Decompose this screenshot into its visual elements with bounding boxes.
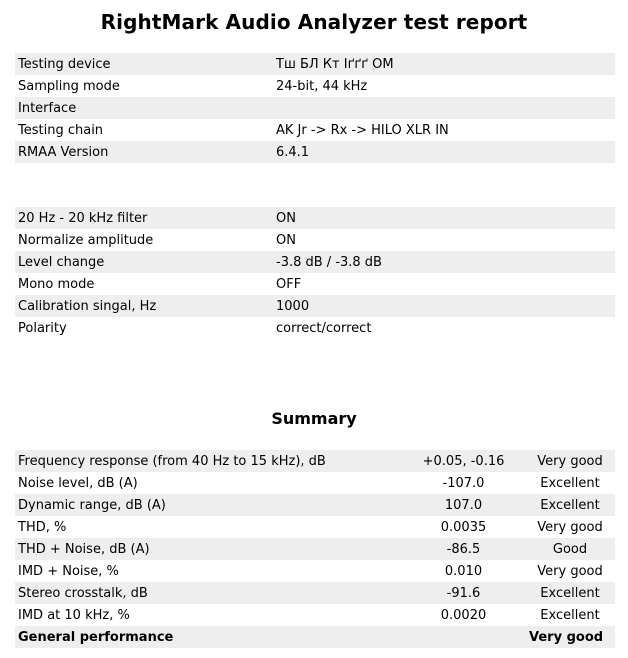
row-value: 0.010 (395, 560, 529, 582)
row-label: Calibration singal, Hz (15, 295, 273, 317)
report-title: RightMark Audio Analyzer test report (100, 10, 528, 34)
table-row (15, 207, 615, 229)
row-label: IMD at 10 kHz, % (15, 604, 395, 626)
row-label: Frequency response (from 40 Hz to 15 kHz), dB (15, 450, 395, 472)
row-value: -86.5 (395, 538, 529, 560)
row-rating: Excellent (529, 494, 615, 516)
row-rating: Very good (529, 626, 615, 648)
row-label: Interface (15, 97, 273, 119)
table-row (15, 97, 615, 119)
table-row (15, 251, 615, 273)
row-value: OFF (273, 273, 615, 295)
table-row (15, 119, 615, 141)
row-value: ON (273, 229, 615, 251)
row-rating: Very good (529, 516, 615, 538)
row-label: Mono mode (15, 273, 273, 295)
row-label: RMAA Version (15, 141, 273, 163)
row-value: 107.0 (395, 494, 529, 516)
row-value: -91.6 (395, 582, 529, 604)
summary-title: Summary (271, 409, 357, 428)
table-row (15, 582, 615, 604)
table-row (15, 494, 615, 516)
row-value: 6.4.1 (273, 141, 615, 163)
table-row (15, 53, 615, 75)
row-label: 20 Hz - 20 kHz filter (15, 207, 273, 229)
table-row (15, 141, 615, 163)
table-row (15, 538, 615, 560)
table-row (15, 516, 615, 538)
row-value: -107.0 (395, 472, 529, 494)
row-value: +0.05, -0.16 (395, 450, 529, 472)
row-label: Sampling mode (15, 75, 273, 97)
row-value: ON (273, 207, 615, 229)
table-row (15, 472, 615, 494)
row-rating: Very good (529, 560, 615, 582)
row-rating: Good (529, 538, 615, 560)
table-row (15, 273, 615, 295)
settings-table (15, 207, 615, 339)
row-rating: Excellent (529, 582, 615, 604)
row-value: -3.8 dB / -3.8 dB (273, 251, 615, 273)
table-row (15, 560, 615, 582)
row-label: Stereo crosstalk, dB (15, 582, 395, 604)
table-row (15, 604, 615, 626)
table-row (15, 229, 615, 251)
row-value: AK Jr -> Rx -> HILO XLR IN (273, 119, 615, 141)
row-rating: Very good (529, 450, 615, 472)
row-label: IMD + Noise, % (15, 560, 395, 582)
row-value (395, 626, 529, 648)
device-info-table (15, 53, 615, 163)
row-label: Noise level, dB (A) (15, 472, 395, 494)
row-label: Level change (15, 251, 273, 273)
row-value: 24-bit, 44 kHz (273, 75, 615, 97)
row-value: Тш БЛ Кт Іґґґ ОМ (273, 53, 615, 75)
row-label: Normalize amplitude (15, 229, 273, 251)
table-row (15, 295, 615, 317)
row-label: Polarity (15, 317, 273, 339)
row-label: Dynamic range, dB (A) (15, 494, 395, 516)
row-rating: Excellent (529, 472, 615, 494)
row-label: THD, % (15, 516, 395, 538)
row-label: General performance (15, 626, 395, 648)
row-rating: Excellent (529, 604, 615, 626)
row-label: Testing device (15, 53, 273, 75)
general-performance-row (15, 626, 615, 648)
row-value: correct/correct (273, 317, 615, 339)
table-row (15, 317, 615, 339)
table-row (15, 450, 615, 472)
row-label: Testing chain (15, 119, 273, 141)
summary-table (15, 450, 615, 648)
row-value: 0.0035 (395, 516, 529, 538)
row-value: 1000 (273, 295, 615, 317)
row-value: 0.0020 (395, 604, 529, 626)
row-value (273, 97, 615, 119)
row-label: THD + Noise, dB (A) (15, 538, 395, 560)
table-row (15, 75, 615, 97)
